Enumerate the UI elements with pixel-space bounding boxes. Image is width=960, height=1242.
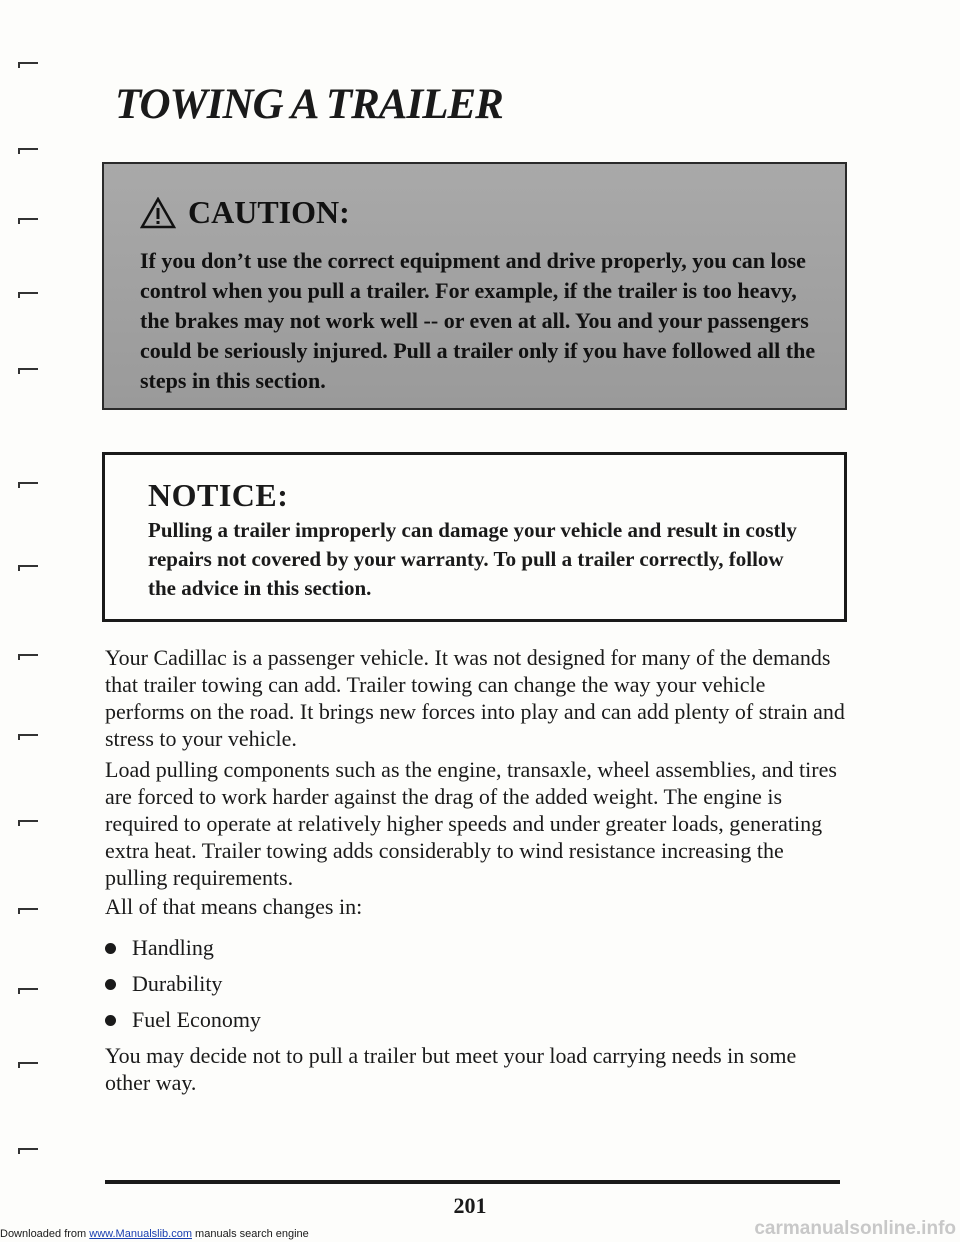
caution-header (140, 194, 350, 231)
binding-mark (18, 292, 38, 298)
notice-label: NOTICE: (148, 477, 289, 513)
binding-mark (18, 654, 38, 660)
binding-mark (18, 218, 38, 224)
notice-text: Pulling a trailer improperly can damage your vehicle and result in costly repairs not covered by your warranty. To pull a trailer correctly, follow the advice in this section. (148, 518, 797, 600)
binding-mark (18, 988, 38, 994)
paragraph-load: Load pulling components such as the engine, transaxle, wheel assemblies, and tires are forced to work harder against the drag of the added weight. The engine is required to operate at relatively higher speeds and under greater loads, generating extra heat. Trailer towing adds considerably to wind resistance increasing the pulling requirements. (105, 757, 837, 890)
page-title: TOWING A TRAILER (115, 81, 503, 128)
list-item (105, 930, 261, 966)
site-stamp: carmanualsonline.info (754, 1218, 956, 1239)
watermark-prefix: Downloaded from (0, 1228, 87, 1240)
footer-rule (105, 1180, 840, 1184)
binding-mark (18, 148, 38, 154)
bullet-icon (105, 943, 116, 954)
binding-mark (18, 482, 38, 488)
caution-box (102, 162, 847, 410)
binding-mark (18, 1062, 38, 1068)
watermark-link[interactable]: www.Manualslib.com (89, 1228, 192, 1240)
caution-text: If you don’t use the correct equipment and drive properly, you can lose control when you pull a trailer. For example, if the trailer is too heavy, the brakes may not work well -- or even at all. You and your passengers could be seriously injured. Pull a trailer only if you have followed all the steps in this section. (140, 248, 816, 393)
caution-label: CAUTION: (188, 194, 350, 230)
list-item (105, 966, 261, 1002)
binding-mark (18, 368, 38, 374)
binding-mark (18, 565, 38, 571)
changes-list (105, 930, 261, 1038)
download-watermark (0, 1226, 313, 1242)
binding-mark (18, 820, 38, 826)
list-item-label: Handling (132, 935, 214, 960)
warning-triangle-icon (140, 197, 176, 229)
paragraph-closing: You may decide not to pull a trailer but meet your load carrying needs in some other way. (105, 1043, 797, 1095)
list-item-label: Durability (132, 971, 223, 996)
paragraph-intro: Your Cadillac is a passenger vehicle. It was not designed for many of the demands that trailer towing can add. Trailer towing can change the way your vehicle performs on the road. It brings new forces into play and can add plenty of strain and stress to your vehicle. (105, 645, 845, 751)
binding-mark (18, 62, 38, 68)
bullet-icon (105, 1015, 116, 1026)
list-item (105, 1002, 261, 1038)
paragraph-changes: All of that means changes in: (105, 894, 363, 919)
binding-mark (18, 1148, 38, 1154)
list-item-label: Fuel Economy (132, 1007, 261, 1032)
bullet-icon (105, 979, 116, 990)
notice-box (102, 452, 847, 622)
binding-mark (18, 908, 38, 914)
binding-mark (18, 734, 38, 740)
page-number: 201 (453, 1193, 487, 1218)
watermark-suffix: manuals search engine (195, 1228, 309, 1240)
